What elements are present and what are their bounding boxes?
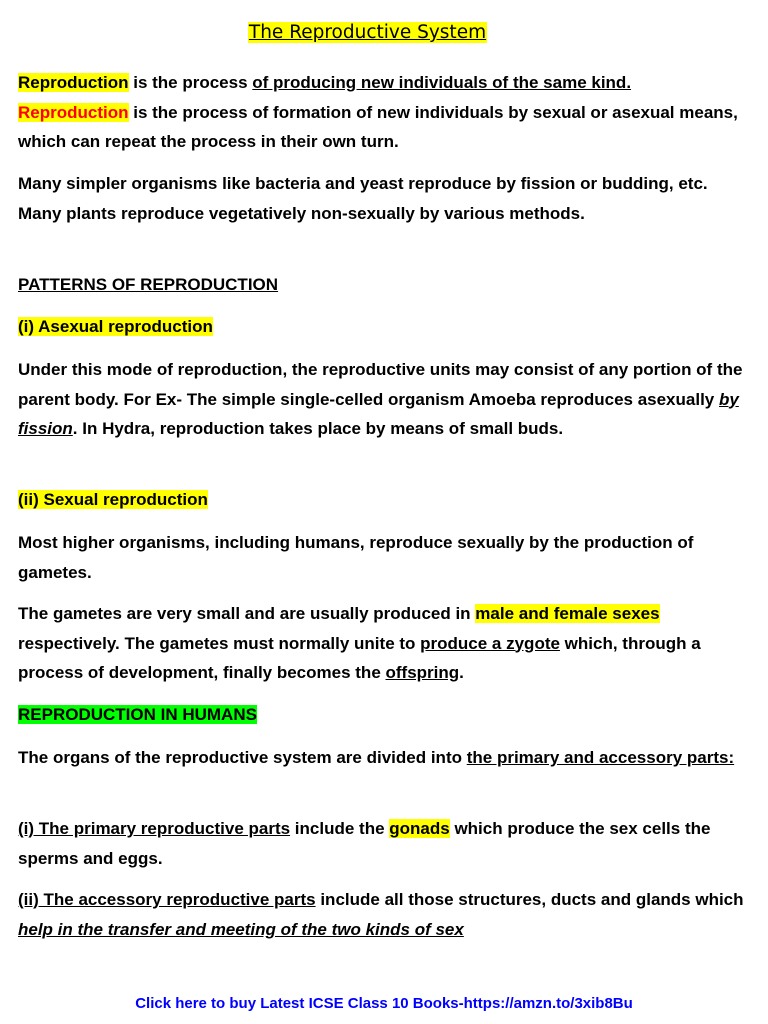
accessory-parts-paragraph	[18, 885, 753, 944]
sexual-heading-text: (ii) Sexual reproduction	[18, 490, 208, 509]
term-reproduction-1: Reproduction	[18, 73, 129, 92]
humans-heading-text: REPRODUCTION IN HUMANS	[18, 705, 257, 724]
primary-accessory-underlined: the primary and accessory parts:	[466, 748, 735, 767]
asexual-text-a: Under this mode of reproduction, the reproductive units may consist of any portion of the parent body. For Ex- The simple single-celled organism Amoeba reproduces asexually	[18, 360, 743, 409]
title-text: The Reproductive System	[248, 22, 487, 43]
organs-paragraph	[18, 743, 753, 773]
gametes-paragraph	[18, 599, 753, 688]
transfer-emphasis: help in the transfer and meeting of the two kinds of sex	[18, 919, 464, 939]
primary-text-b: which produce the sex cells the sperms and eggs.	[18, 819, 711, 868]
gametes-text-a: The gametes are very small and are usually produced in	[18, 604, 476, 623]
asexual-heading	[18, 312, 753, 342]
page-title	[0, 19, 735, 47]
accessory-text-a: include all those structures, ducts and glands which	[315, 890, 744, 909]
sexual-heading	[18, 485, 753, 515]
buy-books-link[interactable]: Click here to buy Latest ICSE Class 10 Books-https://amzn.to/3xib8Bu	[135, 995, 633, 1012]
simple-organisms-paragraph: Many simpler organisms like bacteria and yeast reproduce by fission or budding, etc. Many plants reproduce vegetatively non-sexually by various methods.	[18, 174, 708, 223]
gonads-highlight: gonads	[389, 819, 450, 838]
by-fission-emphasis: by fission	[18, 389, 739, 438]
primary-parts-label: (i) The primary reproductive parts	[18, 819, 291, 838]
patterns-heading: PATTERNS OF REPRODUCTION	[18, 275, 279, 294]
intro-paragraph	[18, 68, 753, 157]
term-reproduction-2: Reproduction	[18, 102, 129, 122]
humans-heading	[18, 700, 753, 730]
gametes-text-d: .	[459, 663, 464, 682]
asexual-heading-text: (i) Asexual reproduction	[18, 317, 213, 336]
asexual-text-b: . In Hydra, reproduction takes place by means of small buds.	[72, 419, 564, 438]
primary-text-a: include the	[290, 819, 390, 838]
gametes-text-c: which, through a process of development, finally becomes the	[18, 633, 701, 682]
sexual-paragraph: Most higher organisms, including humans, reproduce sexually by the production of gametes.	[18, 533, 694, 582]
zygote-underlined: produce a zygote	[420, 633, 560, 653]
intro-text-2: is the process of formation of new individuals by sexual or asexual means, which can repeat the process in their own turn.	[18, 102, 738, 151]
offspring-underlined: offspring	[385, 663, 460, 682]
asexual-paragraph	[18, 355, 753, 444]
intro-text-1: is the process	[128, 73, 253, 92]
intro-underlined: of producing new individuals of the same kind.	[252, 73, 632, 92]
accessory-parts-label: (ii) The accessory reproductive parts	[18, 890, 316, 909]
organs-text: The organs of the reproductive system are divided into	[18, 748, 467, 767]
gametes-text-b: respectively. The gametes must normally unite to	[18, 633, 421, 653]
male-female-highlight: male and female sexes	[475, 604, 660, 623]
primary-parts-paragraph	[18, 814, 753, 873]
